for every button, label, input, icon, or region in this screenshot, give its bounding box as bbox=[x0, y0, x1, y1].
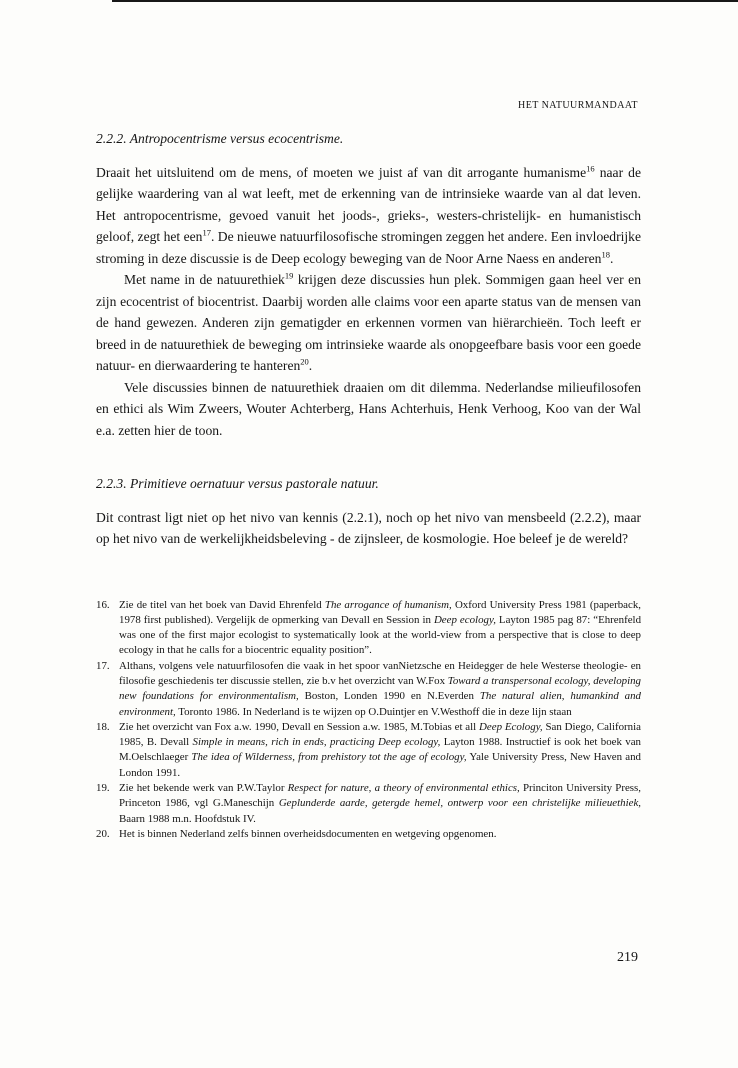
text-segment: Geplunderde aarde, getergde hemel, ontwerp voor een christelijke milieuethiek, bbox=[278, 797, 642, 810]
text-segment: krijgen deze discussies hun plek. Sommigen gaan heel ver en zijn ecocentrist of biocentrist. Daarbij worden alle claims voor een aparte status van de mensen van de hand gewezen. Anderen zijn gematigder en erkennen vormen van hiërarchieën. Toch leeft er breed in de natuurethiek de beweging om intrinsieke waarde als onopgeefbare basis voor een goede natuur- en dierwaardering te hanteren bbox=[96, 272, 641, 373]
text-segment: Toward a transpersonal ecology, developing new foundations for environmentalism, bbox=[119, 674, 641, 703]
footnote-text bbox=[119, 781, 641, 827]
text-segment: Yale University Press, New Haven and London 1991. bbox=[119, 751, 641, 779]
text-segment: Zie het bekende werk van P.W.Taylor bbox=[119, 782, 288, 795]
paragraph bbox=[96, 507, 641, 550]
running-header: HET NATUURMANDAAT bbox=[518, 100, 638, 111]
page-number: 219 bbox=[617, 950, 638, 965]
footnote bbox=[96, 827, 641, 842]
text-segment: Layton 1985 pag 87: “Ehrenfeld was one of the first major ecologist to systematically look at the world-view from a perspective that is close to deep ecology in that he calls for a biocentric equality position”. bbox=[119, 613, 642, 657]
footnote-reference: 20 bbox=[300, 356, 309, 367]
footnote-number: 17. bbox=[96, 659, 110, 672]
section-heading: 2.2.2. Antropocentrisme versus ecocentrisme. bbox=[96, 131, 344, 146]
paragraph bbox=[96, 377, 641, 442]
footnote bbox=[96, 720, 641, 781]
text-segment: Zie de titel van het boek van David Ehrenfeld bbox=[119, 598, 325, 611]
footnote-text bbox=[119, 720, 641, 781]
text-segment: Dit contrast ligt niet op het nivo van kennis (2.2.1), noch op het nivo van mensbeeld (2.2.2), maar op het nivo van de werkelijkheidsbeleving - de zijnsleer, de kosmologie. Hoe beleef je de wereld? bbox=[96, 509, 641, 546]
footnote-number: 19. bbox=[96, 782, 110, 795]
footnote-reference: 17 bbox=[202, 227, 211, 238]
text-segment: Princiton University Press, Princeton 1986, vgl G.Maneschijn bbox=[119, 782, 641, 810]
footnote bbox=[96, 781, 641, 827]
text-segment: Respect for nature, a theory of environmental ethics, bbox=[287, 782, 520, 795]
text-segment: . De nieuwe natuurfilosofische stromingen zeggen het andere. Een invloedrijke stroming in deze discussie is de Deep ecology beweging van de Noor Arne Naess en anderen bbox=[96, 229, 641, 266]
text-segment: . bbox=[308, 358, 313, 373]
text-segment: Toronto 1986. In Nederland is te wijzen op O.Duintjer en V.Westhoff die in deze lijn staan bbox=[175, 705, 572, 718]
paragraph bbox=[96, 269, 641, 377]
text-segment: Layton 1988. Instructief is ook het boek van M.Oelschlaeger bbox=[119, 736, 641, 764]
footnote-reference: 19 bbox=[284, 270, 294, 281]
footnote bbox=[96, 659, 641, 720]
footnote-number: 18. bbox=[96, 720, 110, 733]
text-segment: . bbox=[609, 250, 614, 266]
text-segment: Althans, volgens vele natuurfilosofen die vaak in het spoor vanNietzsche en Heidegger de hele Westerse theologie- en filosofie geschiedenis ter discussie stellen, zie b.v het overzicht van W.Fox bbox=[119, 659, 641, 687]
text-segment: San Diego, California 1985, B. Devall bbox=[119, 720, 641, 749]
footnote-number: 16. bbox=[96, 598, 110, 611]
text-segment: Oxford University Press 1981 (paperback, 1978 first published). Vergelijk de opmerking van Devall en Session in bbox=[119, 598, 641, 626]
section bbox=[96, 473, 641, 550]
text-segment: The arrogance of humanism, bbox=[324, 598, 452, 611]
section-heading: 2.2.3. Primitieve oernatuur versus pastorale natuur. bbox=[96, 476, 379, 491]
footnote bbox=[96, 598, 641, 659]
page-content bbox=[96, 128, 641, 842]
text-segment: Draait het uitsluitend om de mens, of moeten we juist af van dit arrogante humanisme bbox=[96, 164, 587, 180]
text-segment: Zie het overzicht van Fox a.w. 1990, Devall en Session a.w. 1985, M.Tobias et all bbox=[119, 720, 480, 733]
footnote-reference: 16 bbox=[586, 162, 595, 173]
text-segment: The natural alien, humankind and environment, bbox=[119, 690, 641, 718]
footnote-text bbox=[119, 598, 641, 659]
text-segment: Het is binnen Nederland zelfs binnen overheidsdocumenten en wetgeving opgenomen. bbox=[119, 827, 497, 840]
footnote-text bbox=[119, 827, 641, 842]
text-segment: Baarn 1988 m.n. Hoofdstuk IV. bbox=[119, 812, 256, 825]
text-segment: Boston, Londen 1990 en N.Everden bbox=[298, 690, 480, 703]
text-segment: Simple in means, rich in ends, practicing Deep ecology, bbox=[192, 736, 441, 749]
footnote-text bbox=[119, 659, 641, 720]
footnote-reference: 18 bbox=[601, 248, 610, 259]
scan-edge-artifact bbox=[112, 0, 738, 2]
text-segment: Deep ecology, bbox=[433, 613, 496, 626]
text-segment: Vele discussies binnen de natuurethiek draaien om dit dilemma. Nederlandse milieufilosofen en ethici als Wim Zweers, Wouter Achterberg, Hans Achterhuis, Henk Verhoog, Koo van der Wal e.a. zetten hier de toon. bbox=[96, 379, 641, 438]
section bbox=[96, 128, 641, 441]
footnote-number: 20. bbox=[96, 827, 110, 840]
text-segment: The idea of Wilderness, from prehistory tot the age of ecology, bbox=[191, 751, 467, 764]
footnotes bbox=[96, 598, 641, 843]
paragraph bbox=[96, 162, 641, 270]
text-segment: naar de gelijke waardering van al wat leeft, met de erkenning van de intrinsieke waarde van al dat leven. Het antropocentrisme, gevoed vanuit het joods-, grieks-, westers-christelijk- en humanistisch geloof, zegt het een bbox=[96, 164, 641, 244]
body-sections bbox=[96, 128, 641, 550]
text-segment: Deep Ecology, bbox=[479, 720, 543, 733]
text-segment: Met name in de natuurethiek bbox=[124, 272, 285, 287]
